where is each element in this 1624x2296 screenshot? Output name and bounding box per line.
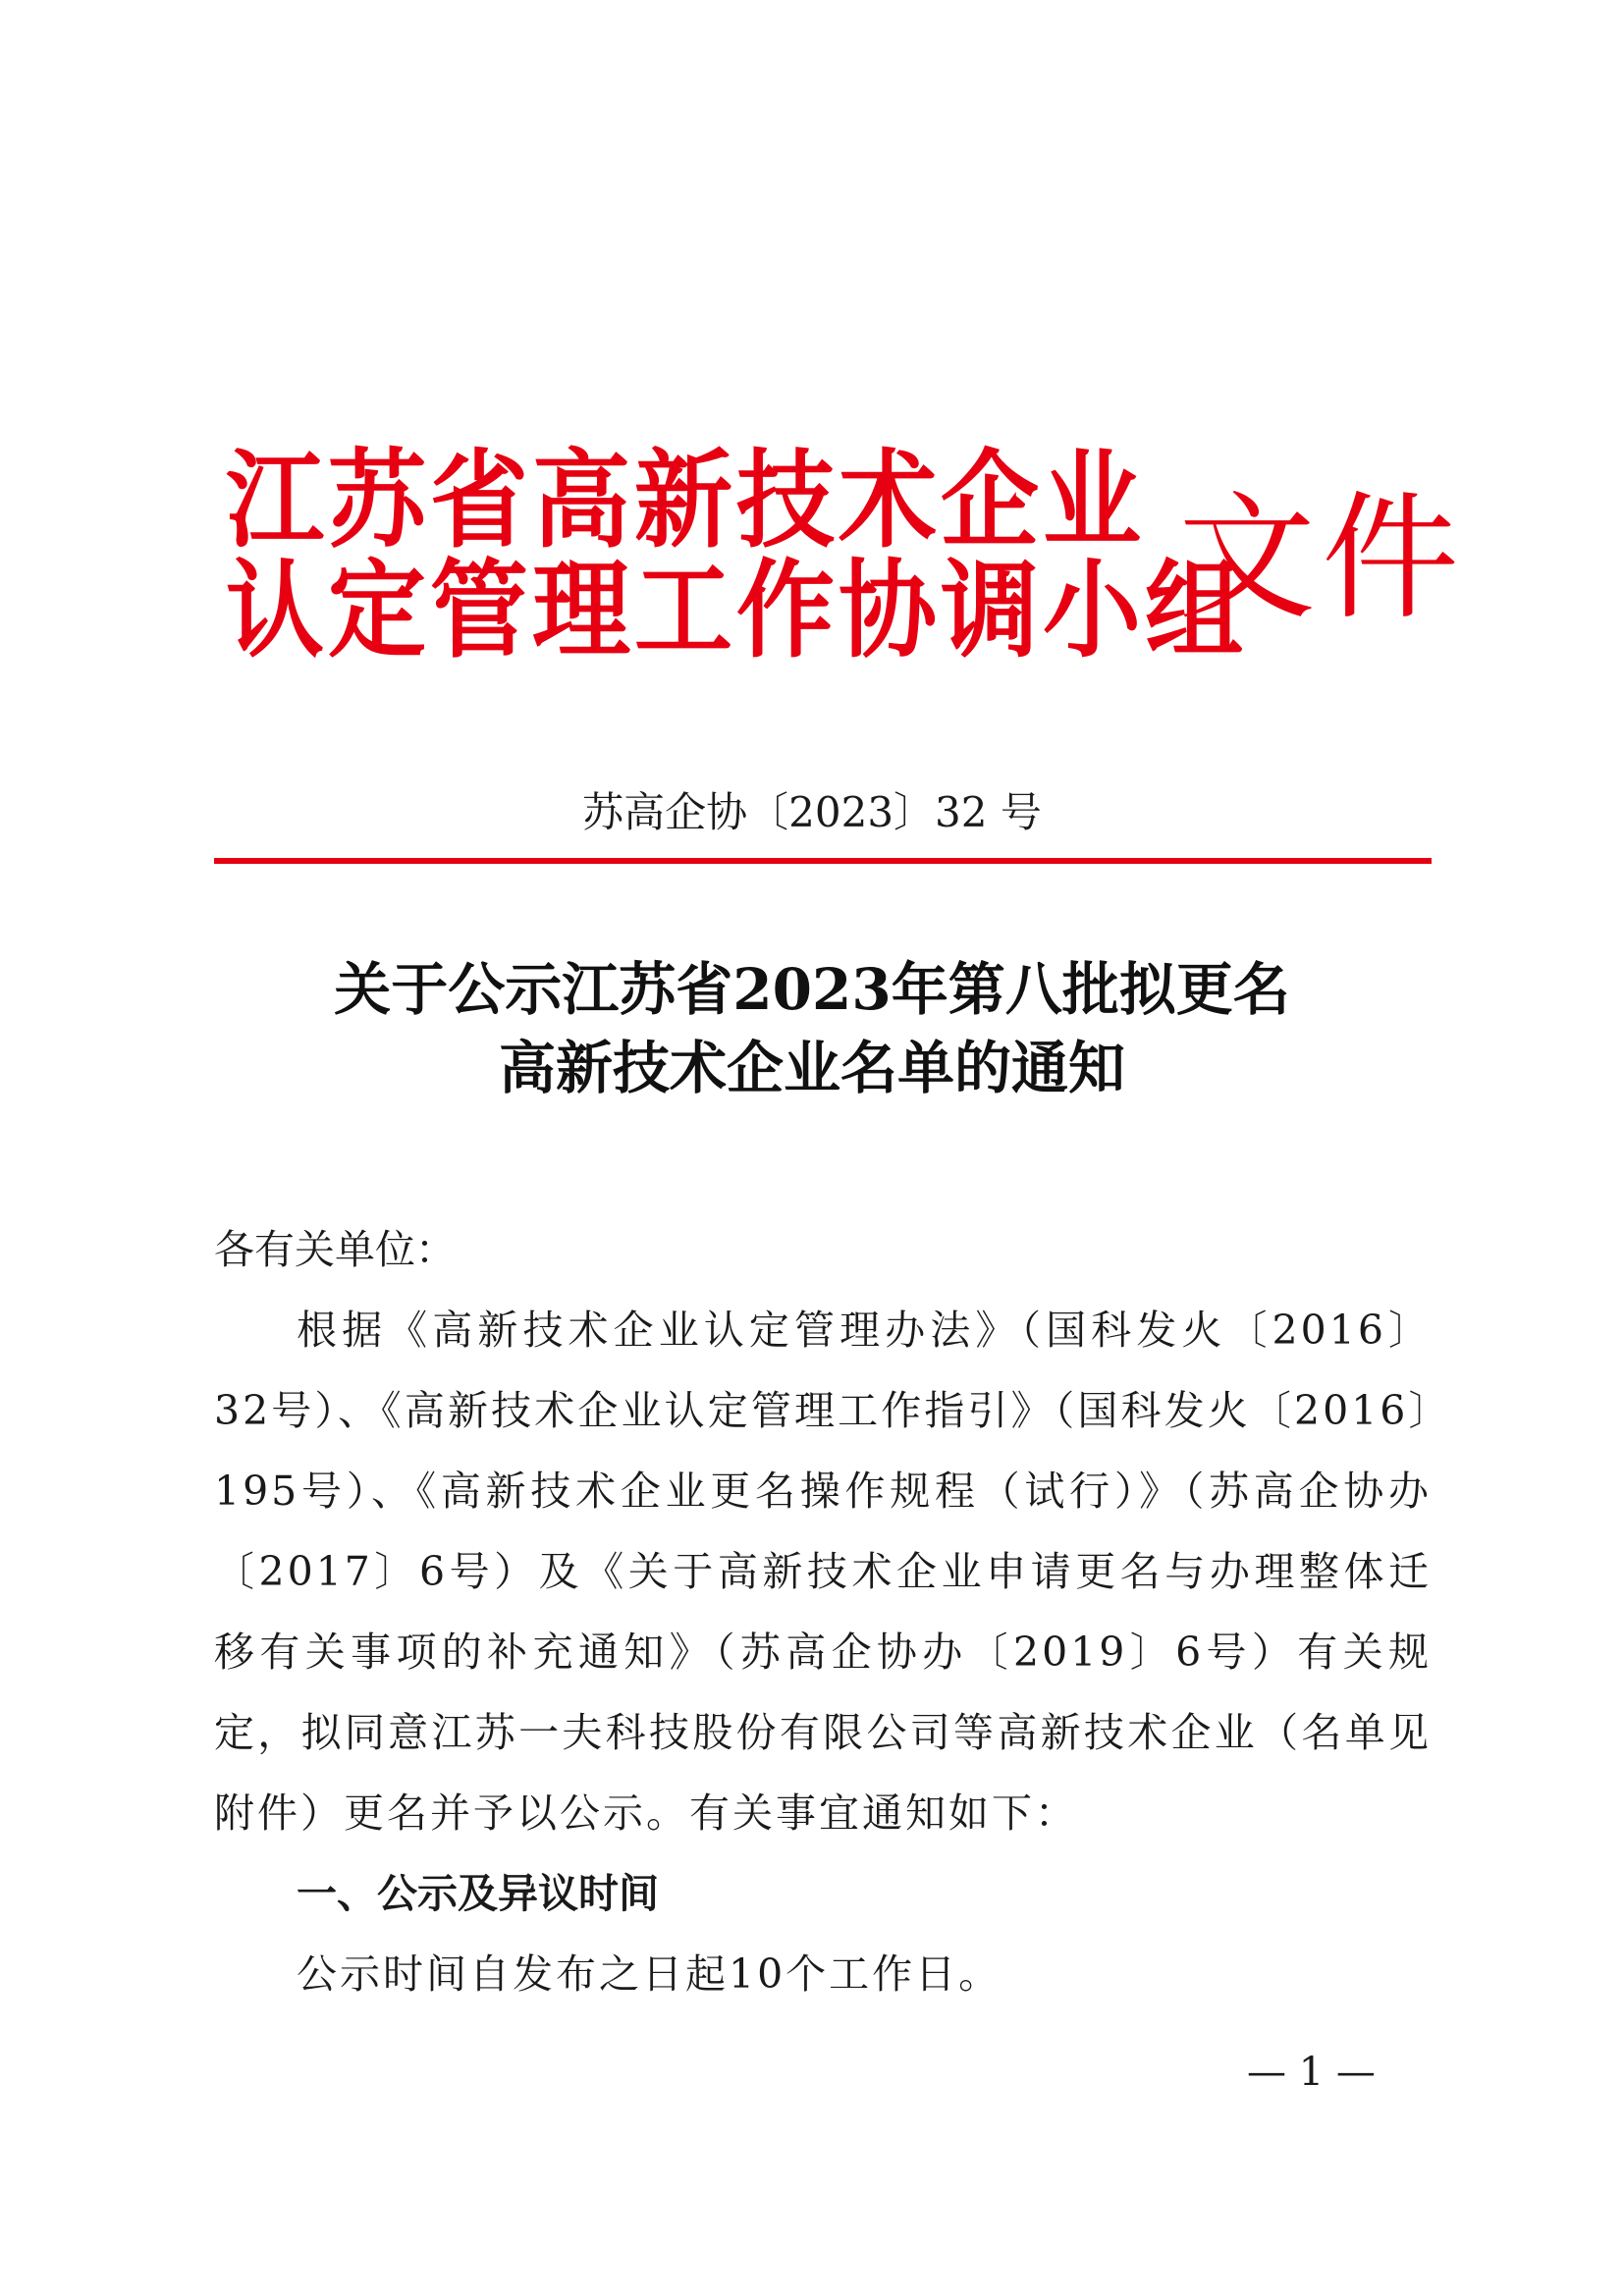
document-number: 苏高企协〔2023〕32 号 [582, 788, 1042, 836]
red-divider-line [214, 858, 1432, 864]
document-title [0, 950, 1624, 1107]
masthead-organization [226, 438, 1247, 673]
section-1-heading: 一、公示及异议时间 [297, 1870, 659, 1917]
paragraph-1: 根据《高新技术企业认定管理办法》（国科发火〔2016〕32号）、《高新技术企业认定管理工作指引》（国科发火〔2016〕195号）、《高新技术企业更名操作规程（试行）》（苏高企协办〔2017〕6号）及《关于高新技术企业申请更名与办理整体迁移有关事项的补充通知》（苏高企协办〔2019〕6号）有关规定，拟同意江苏一夫科技股份有限公司等高新技术企业（名单见附件）更名并予以公示。有关事宜通知如下： [214, 1307, 1432, 1837]
title-line-1: 关于公示江苏省2023年第八批拟更名 [334, 956, 1290, 1023]
red-masthead [226, 438, 1466, 697]
document-body [214, 1209, 1432, 2014]
salutation: 各有关单位： [214, 1226, 456, 1273]
masthead-line-1: 江苏省高新技术企业 [226, 438, 1145, 563]
masthead-suffix: 文件 [1178, 479, 1466, 639]
page-number: — 1 — [1247, 2050, 1376, 2095]
section-1-text: 公示时间自发布之日起10个工作日。 [297, 1950, 1002, 1998]
title-line-2: 高新技术企业名单的通知 [498, 1035, 1125, 1101]
masthead-line-2: 认定管理工作协调小组 [226, 548, 1247, 673]
